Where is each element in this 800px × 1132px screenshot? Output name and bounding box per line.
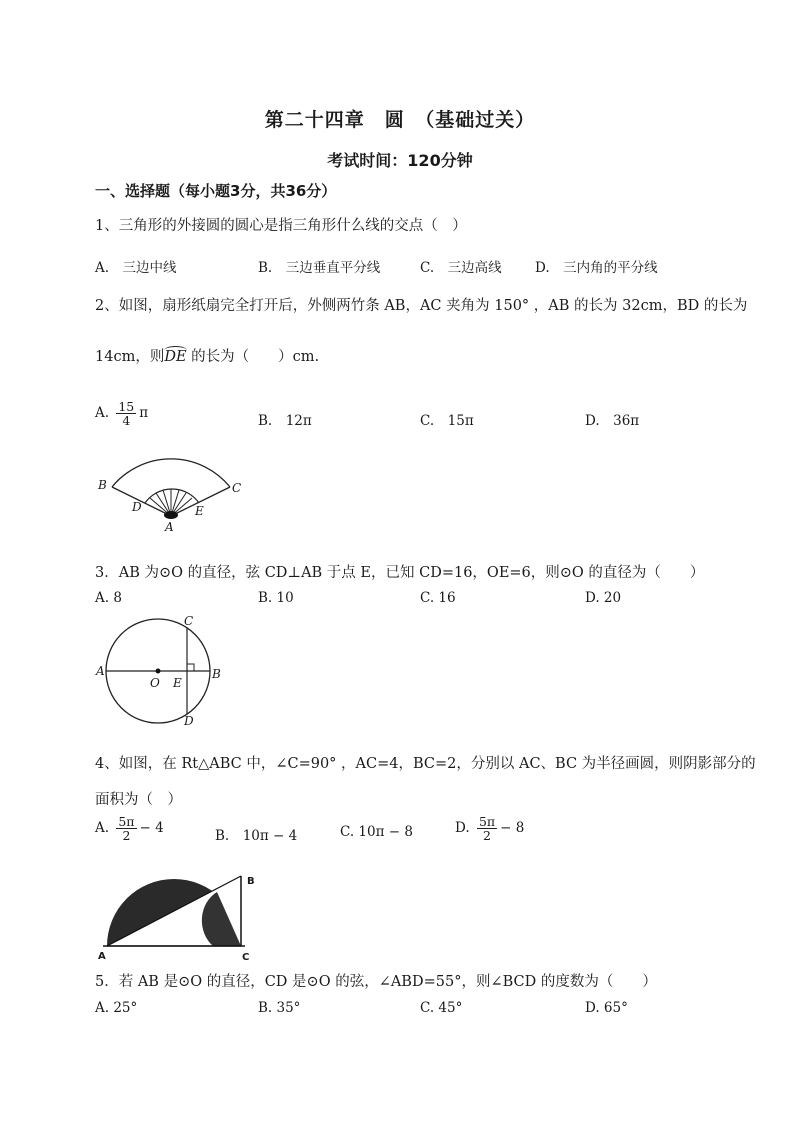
q5-option-a: A. 25° [95, 1000, 138, 1016]
q4-stem-line1: 4、如图，在 Rt△ABC 中，∠C=90° ，AC=4，BC=2，分别以 AC、BC 为半径画圆，则阴影部分的 [95, 756, 756, 772]
label-E: E [173, 676, 182, 690]
q5-option-d: D. 65° [585, 1000, 628, 1016]
q4-option-c: C. 10π − 8 [340, 824, 413, 840]
label-E: E [195, 504, 204, 518]
q2-stem-line1: 2、如图，扇形纸扇完全打开后，外侧两竹条 AB，AC 夹角为 150° ，AB 的长为 32cm，BD 的长为 [95, 298, 748, 314]
q3-option-b: B. 10 [258, 590, 294, 606]
q2-line2-pre: 14cm，则 [95, 349, 165, 365]
label-B: B [98, 478, 107, 492]
label-C: C [242, 952, 250, 963]
fraction: $\frac{15}{4}$ [118, 399, 135, 429]
shaded-semicircle-figure [95, 868, 270, 963]
q4-option-b: B. 10π − 4 [215, 828, 298, 844]
q3-option-a: A. 8 [95, 590, 122, 606]
fraction: $\frac{5\pi}{2}$ [118, 814, 135, 844]
label-D: D [184, 714, 194, 728]
q5-stem: 5．若 AB 是⊙O 的直径，CD 是⊙O 的弦，∠ABD=55°，则∠BCD 的度数为（ ） [95, 974, 657, 990]
q5-option-c: C. 45° [420, 1000, 463, 1016]
q1-stem: 1、三角形的外接圆的圆心是指三角形什么线的交点（ ） [95, 218, 467, 234]
q1-option-d: D. 三内角的平分线 [535, 260, 658, 276]
fan-figure [95, 440, 255, 535]
label-B: B [247, 876, 255, 887]
q2-option-b: B. 12π [258, 413, 312, 429]
label-C: C [232, 481, 242, 495]
label-D: D [132, 500, 142, 514]
exam-time: 考试时间：120分钟 [327, 151, 473, 170]
q2-option-a: A. $\frac{15}{4}$ π [95, 399, 149, 429]
q3-option-d: D. 20 [585, 590, 622, 606]
label-A: A [96, 664, 105, 678]
arc-de-symbol: DE [164, 349, 187, 365]
q2-option-c: C. 15π [420, 413, 474, 429]
label-B: B [212, 667, 221, 681]
q1-option-a: A. 三边中线 [95, 260, 177, 276]
q2-line2-post: 的长为（ ）cm. [191, 349, 320, 365]
q5-option-b: B. 35° [258, 1000, 301, 1016]
q3-stem: 3．AB 为⊙O 的直径，弦 CD⊥AB 于点 E，已知 CD=16，OE=6，则⊙O 的直径为（ ） [95, 565, 705, 581]
label-O: O [150, 676, 160, 690]
q4-option-a: A. $\frac{5\pi}{2}$ − 4 [95, 814, 164, 844]
label-C: C [184, 614, 194, 628]
page-title: 第二十四章 圆 （基础过关） [264, 109, 536, 131]
section-heading: 一、选择题（每小题3分，共36分） [95, 182, 337, 200]
q4-option-d: D. $\frac{5\pi}{2}$ − 8 [455, 814, 525, 844]
fraction: $\frac{5\pi}{2}$ [478, 814, 496, 844]
q1-option-b: B. 三边垂直平分线 [258, 260, 381, 276]
q2-stem-line2 [95, 345, 319, 366]
q3-option-c: C. 16 [420, 590, 456, 606]
label-A: A [98, 951, 106, 962]
circle-figure [93, 612, 228, 727]
q4-stem-line2: 面积为（ ） [95, 792, 182, 808]
q2-option-d: D. 36π [585, 413, 640, 429]
label-A: A [165, 520, 174, 534]
q1-option-c: C. 三边高线 [420, 260, 502, 276]
